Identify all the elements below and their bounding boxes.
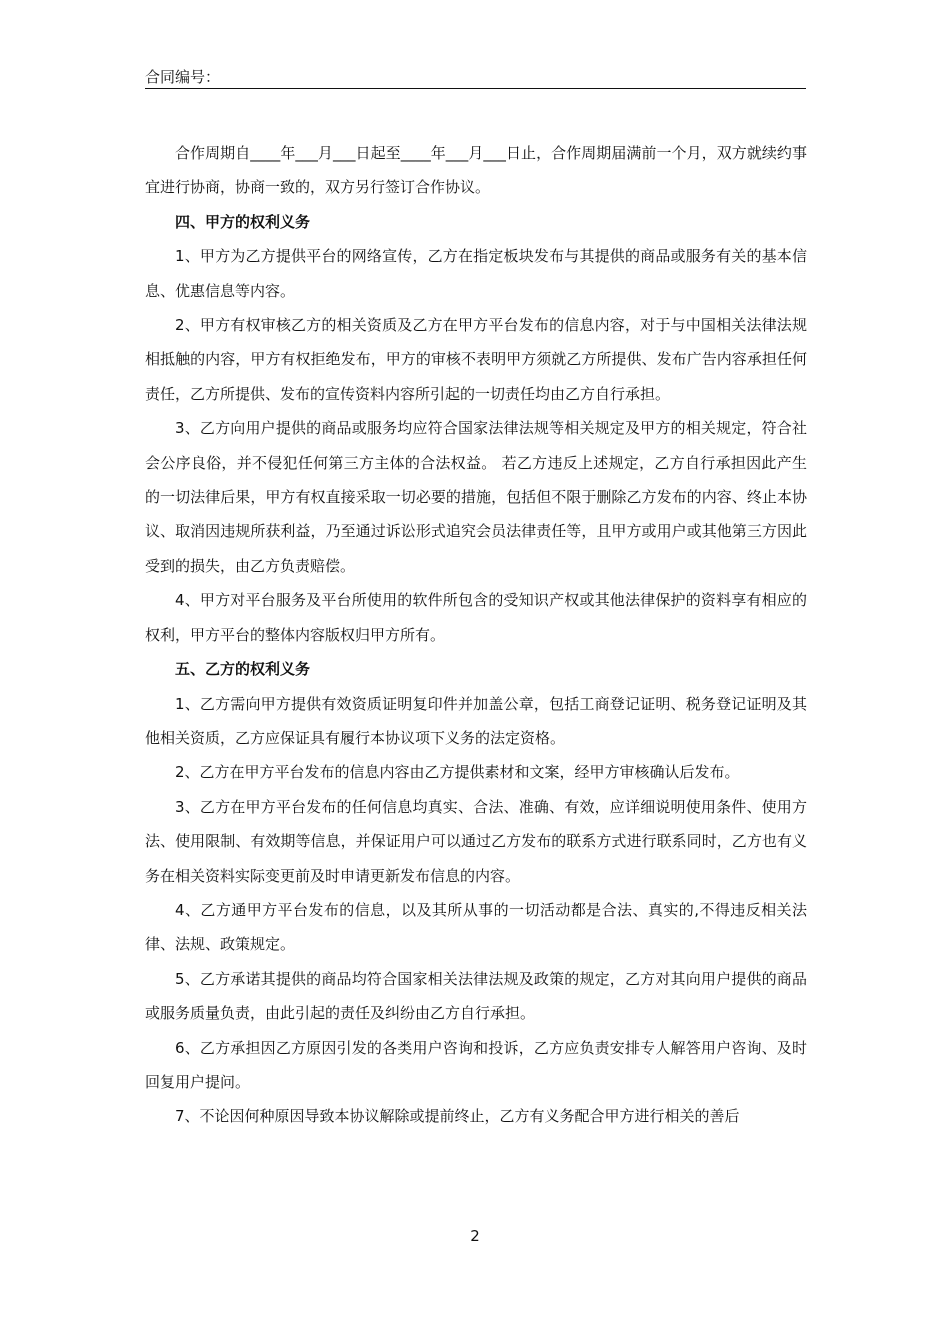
paragraph-b3: 3、乙方在甲方平台发布的任何信息均真实、合法、准确、有效，应详细说明使用条件、使用方法、使用限制、有效期等信息，并保证用户可以通过乙方发布的联系方式进行联系同时，乙方也有义务在相关资料实际变更前及时申请更新发布信息的内容。 — [145, 797, 807, 885]
page-number: 2 — [470, 1227, 480, 1245]
paragraph-a4: 4、甲方对平台服务及平台所使用的软件所包含的受知识产权或其他法律保护的资料享有相应的权利，甲方平台的整体内容版权归甲方所有。 — [145, 591, 807, 644]
paragraph-term: 合作周期自____年___月___日起至____年___月___日止，合作周期届满前一个月，双方就续约事宜进行协商，协商一致的，双方另行签订合作协议。 — [145, 144, 807, 197]
page-footer — [0, 1226, 950, 1246]
paragraph-b4: 4、乙方通甲方平台发布的信息，以及其所从事的一切活动都是合法、真实的,不得违反相关法律、法规、政策规定。 — [145, 900, 807, 954]
paragraph-b1: 1、乙方需向甲方提供有效资质证明复印件并加盖公章，包括工商登记证明、税务登记证明及其他相关资质，乙方应保证具有履行本协议项下义务的法定资格。 — [145, 694, 807, 747]
paragraph-b7: 7、不论因何种原因导致本协议解除或提前终止，乙方有义务配合甲方进行相关的善后 — [175, 1107, 740, 1126]
paragraph-b2: 2、乙方在甲方平台发布的信息内容由乙方提供素材和文案，经甲方审核确认后发布。 — [175, 763, 740, 782]
paragraph-b6: 6、乙方承担因乙方原因引发的各类用户咨询和投诉，乙方应负责安排专人解答用户咨询、及时回复用户提问。 — [145, 1038, 807, 1091]
contract-number-label: 合同编号： — [145, 68, 221, 86]
paragraph-b5: 5、乙方承诺其提供的商品均符合国家相关法律法规及政策的规定，乙方对其向用户提供的商品或服务质量负责，由此引起的责任及纠纷由乙方自行承担。 — [145, 969, 807, 1023]
paragraph-a3: 3、乙方向用户提供的商品或服务均应符合国家法律法规等相关规定及甲方的相关规定，符合社会公序良俗，并不侵犯任何第三方主体的合法权益。 若乙方违反上述规定，乙方自行承担因此产生的一切法律后果，甲方有权直接采取一切必要的措施，包括但不限于删除乙方发布的内容、终止本协议、取消因违规所获利益，乃至通过诉讼形式追究会员法律责任等，且甲方或用户或其他第三方因此受到的损失，由乙方负责赔偿。 — [145, 419, 807, 575]
paragraph-a1: 1、甲方为乙方提供平台的网络宣传，乙方在指定板块发布与其提供的商品或服务有关的基本信息、优惠信息等内容。 — [145, 247, 807, 300]
section-heading-party-a: 四、甲方的权利义务 — [175, 212, 311, 231]
paragraph-a2: 2、甲方有权审核乙方的相关资质及乙方在甲方平台发布的信息内容，对于与中国相关法律法规相抵触的内容，甲方有权拒绝发布，甲方的审核不表明甲方须就乙方所提供、发布广告内容承担任何责任，乙方所提供、发布的宣传资料内容所引起的一切责任均由乙方自行承担。 — [145, 316, 807, 403]
page-header — [145, 66, 806, 89]
document-body — [145, 136, 807, 1134]
section-heading-party-b: 五、乙方的权利义务 — [175, 660, 311, 679]
